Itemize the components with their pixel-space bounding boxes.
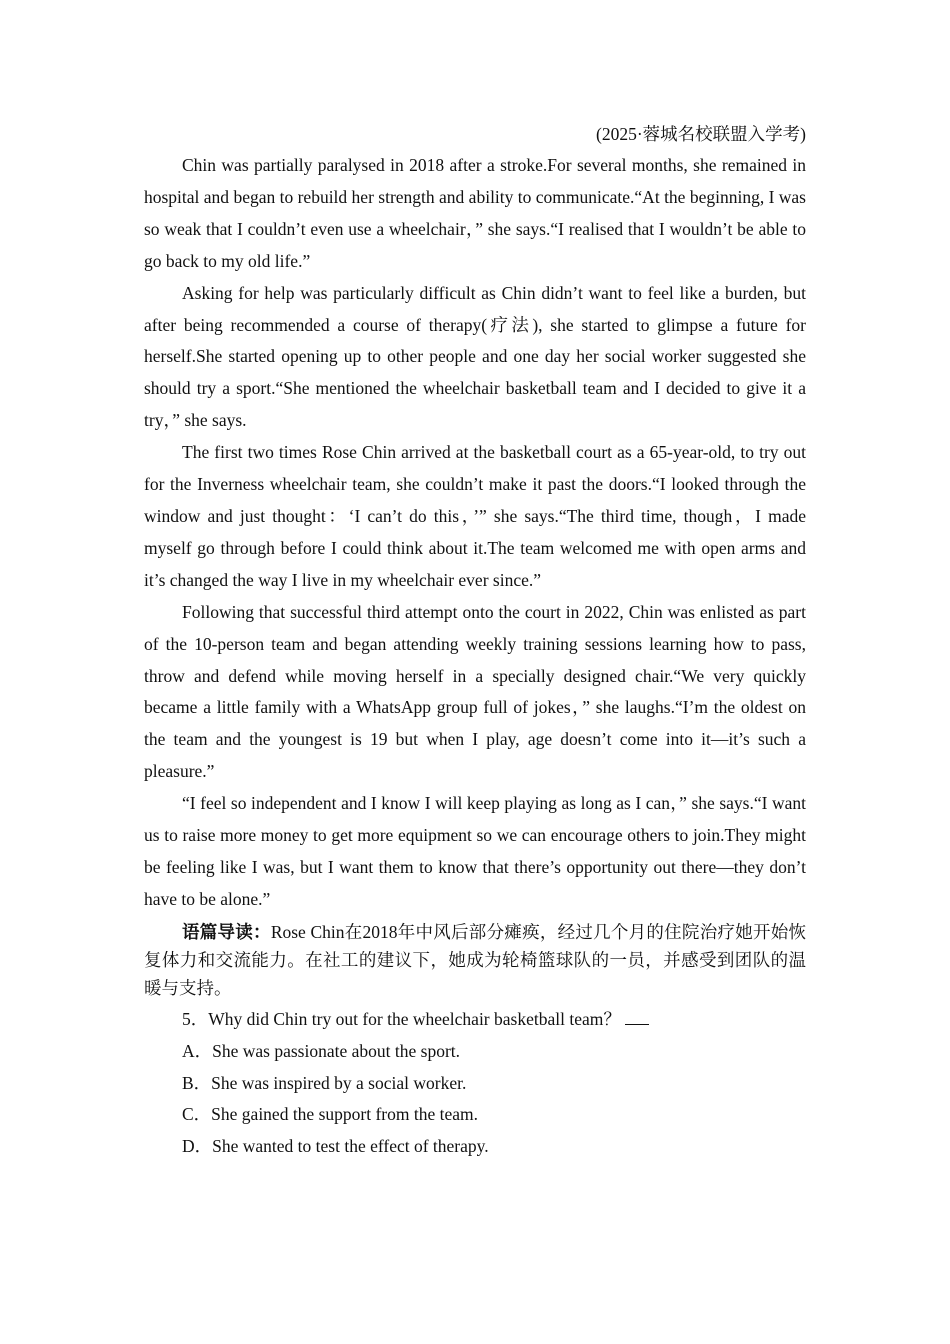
question-text: 5．Why did Chin try out for the wheelchair basketball team？ bbox=[182, 1008, 621, 1029]
source-citation: (2025·蓉城名校联盟入学考) bbox=[596, 124, 806, 144]
option-d[interactable]: D．She wanted to test the effect of therapy. bbox=[182, 1136, 489, 1157]
passage-paragraph-1: Chin was partially paralysed in 2018 after a stroke.For several months, she remained in hospital and began to rebuild her strength and ability to communicate.“At the beginning, I was so weak that I couldn’t even use a wheelchair，” she says.“I realised that I wouldn’t be able to go back to my old life.” bbox=[144, 155, 806, 271]
reading-guide-text: Rose Chin在2018年中风后部分瘫痪，经过几个月的住院治疗她开始恢复体力和交流能力。在社工的建议下，她成为轮椅篮球队的一员，并感受到团队的温暖与支持。 bbox=[144, 921, 806, 998]
option-c[interactable]: C．She gained the support from the team. bbox=[182, 1104, 478, 1125]
question-stem bbox=[182, 1004, 806, 1036]
option-a[interactable]: A．She was passionate about the sport. bbox=[182, 1040, 461, 1061]
answer-blank[interactable] bbox=[625, 1008, 649, 1025]
option-b[interactable]: B．She was inspired by a social worker. bbox=[182, 1072, 467, 1093]
reading-guide bbox=[144, 918, 806, 1002]
passage-paragraph-3: The first two times Rose Chin arrived at the basketball court as a 65-year-old, to try out for the Inverness wheelchair team, she couldn’t make it past the doors.“I looked through the window and just thought：‘I can’t do this，’” she says.“The third time, though，I made myself go through before I could think about it.The team welcomed me with open arms and it’s changed the way I live in my wheelchair ever since.” bbox=[144, 442, 806, 590]
document-page bbox=[144, 118, 806, 1163]
passage-paragraph-4: Following that successful third attempt onto the court in 2022, Chin was enlisted as part of the 10-person team and began attending weekly training sessions learning how to pass, throw and defend while moving herself in a specially designed chair.“We very quickly became a little family with a WhatsApp group full of jokes，” she laughs.“I’m the oldest on the team and the youngest is 19 but when I play, age doesn’t come into it—it’s such a pleasure.” bbox=[144, 601, 806, 782]
reading-guide-label: 语篇导读： bbox=[182, 921, 271, 942]
passage-paragraph-5: “I feel so independent and I know I will keep playing as long as I can，” she says.“I want us to raise more money to get more equipment so we can encourage others to join.They might be feeling like I was, but I want them to know that there’s opportunity out there—they don’t have to be alone.” bbox=[144, 793, 806, 909]
passage-paragraph-2: Asking for help was particularly difficult as Chin didn’t want to feel like a burden, but after being recommended a course of therapy(疗法), she started to glimpse a future for herself.She started opening up to other people and one day her social worker suggested she should try a sport.“She mentioned the wheelchair basketball team and I decided to give it a try，” she says. bbox=[144, 282, 806, 431]
